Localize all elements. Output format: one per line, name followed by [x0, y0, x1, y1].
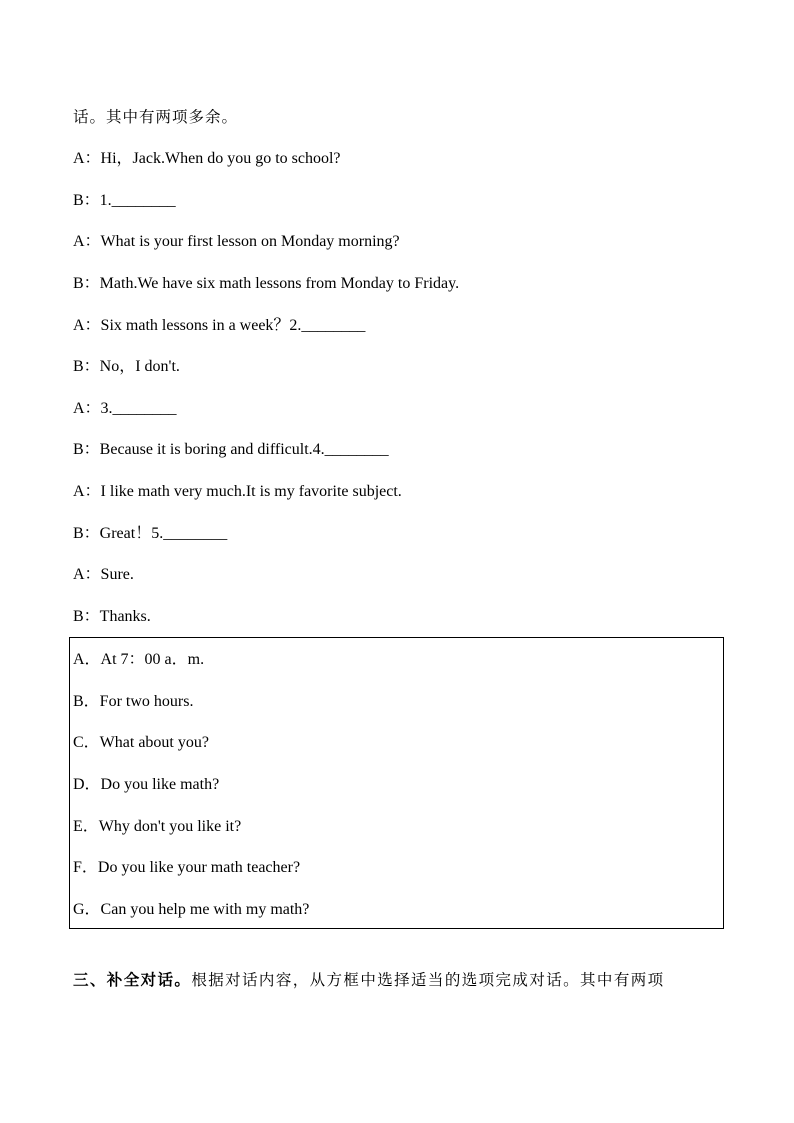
section-3-text: 根据对话内容，从方框中选择适当的选项完成对话。其中有两项	[191, 971, 665, 989]
dialogue-line: A：Hi，Jack.When do you go to school?	[73, 150, 341, 167]
dialogue-line: A：What is your first lesson on Monday morning?	[73, 233, 400, 250]
dialogue-line: B：1.________	[73, 192, 176, 209]
dialogue-line: B：Because it is boring and difficult.4.________	[73, 441, 389, 458]
dialogue-line: A：I like math very much.It is my favorite subject.	[73, 483, 402, 500]
options-box	[69, 637, 724, 929]
intro-line: 话。其中有两项多余。	[73, 108, 239, 126]
section-3-instruction	[73, 969, 665, 991]
dialogue-line: B：Math.We have six math lessons from Monday to Friday.	[73, 275, 460, 292]
option-e: E．Why don't you like it?	[73, 818, 242, 835]
dialogue-line: A：3.________	[73, 400, 177, 417]
dialogue-line: B：Thanks.	[73, 608, 151, 625]
section-3-heading: 三、补全对话。	[73, 971, 192, 989]
option-d: D．Do you like math?	[73, 776, 220, 793]
option-f: F．Do you like your math teacher?	[73, 859, 301, 876]
option-a: A．At 7：00 a．m.	[73, 651, 205, 668]
option-b: B．For two hours.	[73, 693, 194, 710]
option-c: C．What about you?	[73, 734, 209, 751]
dialogue-line: B：No，I don't.	[73, 358, 180, 375]
dialogue-line: B：Great！5.________	[73, 525, 228, 542]
option-g: G．Can you help me with my math?	[73, 901, 310, 918]
dialogue-line: A：Six math lessons in a week？2.________	[73, 317, 366, 334]
dialogue-line: A：Sure.	[73, 566, 134, 583]
